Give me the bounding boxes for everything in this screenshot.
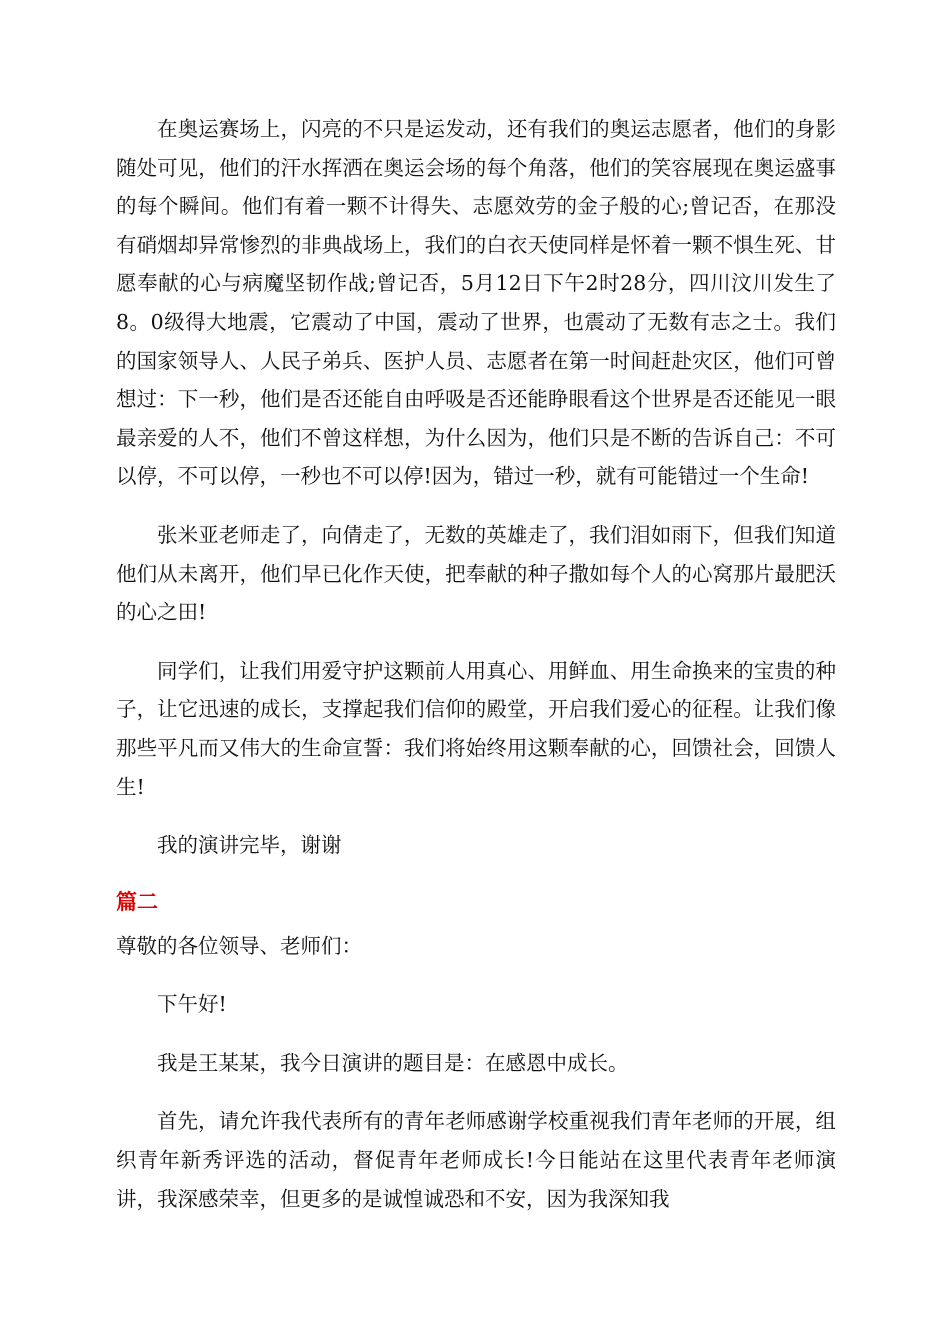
- paragraph-greeting: 下午好!: [157, 992, 227, 1017]
- paragraph-topic: 我是王某某，我今日演讲的题目是：在感恩中成长。: [157, 1050, 629, 1075]
- section-heading: 篇二: [116, 889, 158, 914]
- paragraph-heroes: 张米亚老师走了，向倩走了，无数的英雄走了，我们泪如雨下，但我们知道他们从未离开，他们早已化作天使，把奉献的种子撒如每个人的心窝那片最肥沃的心之田!: [116, 522, 836, 625]
- paragraph-gratitude: 首先，请允许我代表所有的青年老师感谢学校重视我们青年老师的开展，组织青年新秀评选的活动，督促青年老师成长!今日能站在这里代表青年老师演讲，我深感荣幸，但更多的是诚惶诚恐和不安，因为我深知我: [116, 1109, 836, 1211]
- document-page: [116, 110, 836, 1238]
- paragraph-closing: 我的演讲完毕，谢谢: [157, 833, 342, 858]
- paragraph-call-to-action: 同学们，让我们用爱守护这颗前人用真心、用鲜血、用生命换来的宝贵的种子，让它迅速的成长，支撑起我们信仰的殿堂，开启我们爱心的征程。让我们像那些平凡而又伟大的生命宣誓：我们将始终用这颗奉献的心，回馈社会，回馈人生!: [116, 658, 836, 799]
- paragraph-volunteers: 在奥运赛场上，闪亮的不只是运发动，还有我们的奥运志愿者，他们的身影随处可见，他们的汗水挥洒在奥运会场的每个角落，他们的笑容展现在奥运盛事的每个瞬间。他们有着一颗不计得失、志愿效劳的金子般的心;曾记否，在那没有硝烟却异常惨烈的非典战场上，我们的白衣天使同样是怀着一颗不惧生死、甘愿奉献的心与病魔坚韧作战;曾记否，5月12日下午2时28分，四川汶川发生了8。0级得大地震，它震动了中国，震动了世界，也震动了无数有志之士。我们的国家领导人、人民子弟兵、医护人员、志愿者在第一时间赶赴灾区，他们可曾想过：下一秒，他们是否还能自由呼吸是否还能睁眼看这个世界是否还能见一眼最亲爱的人不，他们不曾这样想，为什么因为，他们只是不断的告诉自己：不可以停，不可以停，一秒也不可以停!因为，错过一秒，就有可能错过一个生命!: [116, 117, 836, 489]
- salutation: 尊敬的各位领导、老师们：: [116, 933, 362, 958]
